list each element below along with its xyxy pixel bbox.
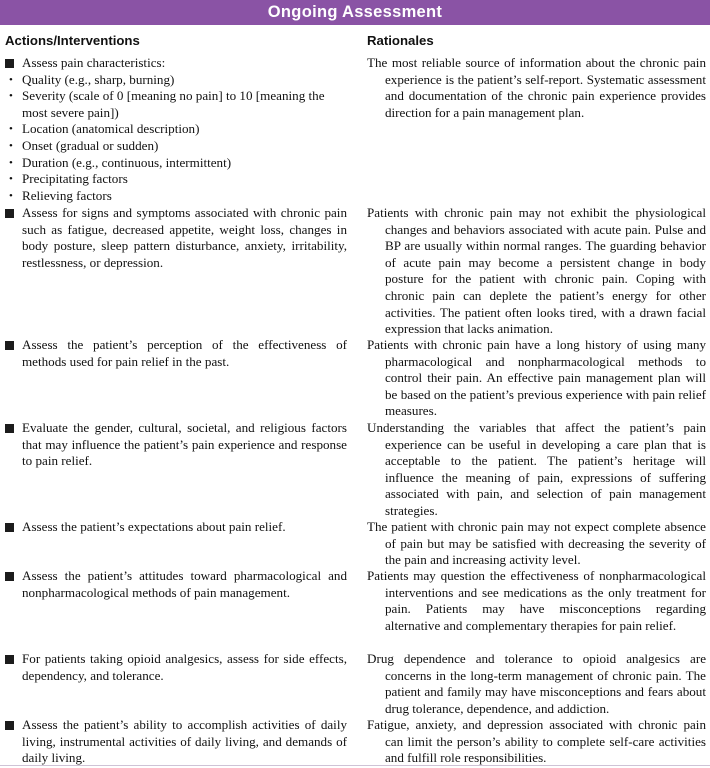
rationale-cell [367,651,706,717]
column-headers [0,33,710,51]
bullet-square-icon [5,523,14,532]
list-item: • Quality (e.g., sharp, burning) [9,71,175,87]
action-text: Assess the patient’s expectations about pain relief. [22,519,286,534]
list-item: • Location (anatomical description) [9,121,200,137]
action-text: Assess pain characteristics: [22,55,166,70]
title-bar [0,0,710,25]
action-text: Assess the patient’s attitudes toward pharmacological and nonpharmacological methods of pain management. [22,568,347,600]
action-cell [5,420,347,470]
bottom-divider [0,765,710,766]
rationale-text: The most reliable source of information about the chronic pain experience is the patient’s self-report. Systematic assessment and documentation of the chronic pain experience provides direction for a pain management plan. [367,55,706,120]
bullet-square-icon [5,424,14,433]
bullet-square-icon [5,721,14,730]
rationale-cell [367,337,706,420]
list-item: • Precipitating factors [9,171,128,187]
bullet-dot-icon: • [9,123,13,136]
rationale-text: Fatigue, anxiety, and depression associated with chronic pain can limit the person’s ability to complete self-care activities and fulfill role responsibilities. [367,717,706,766]
action-cell [5,717,347,767]
rationale-text: Patients with chronic pain may not exhibit the physiological changes and behaviors associated with acute pain. Pulse and BP are usually within normal ranges. The guarding behavior of acute pain may become a persistent change in body posture for the patient with chronic pain. Coping with chronic pain can deplete the patient’s energy for other activities. The patient often looks tired, with a drawn facial expression that lacks animation. [367,205,706,337]
rationale-text: The patient with chronic pain may not expect complete absence of pain but may be satisfied with decreasing the severity of the pain and increasing activity level. [367,519,706,568]
bullet-dot-icon: • [9,139,13,152]
page-title: Ongoing Assessment [267,3,443,21]
action-text: Assess the patient’s perception of the effectiveness of methods used for pain relief in the past. [22,337,347,369]
rationale-cell [367,205,706,338]
rationale-text: Understanding the variables that affect the patient’s pain experience can be useful in developing a care plan that is acceptable to the patient. The patient’s heritage will influence the meaning of pain, expressions of suffering associated with pain, and selection of pain management strategies. [367,420,706,518]
rationale-text: Patients may question the effectiveness of nonpharmacological interventions and see medications as the only treatment for pain. Patients may have misconceptions regarding alternative and complementary therapies for pain relief. [367,568,706,633]
list-item: • Relieving factors [9,187,112,203]
bullet-dot-icon: • [9,73,13,86]
list-item: • Severity (scale of 0 [meaning no pain] to 10 [meaning the most severe pain]) [9,88,325,120]
rationale-text: Patients with chronic pain have a long history of using many pharmacological and nonpharmacological methods to control their pain. An effective pain management plan will be based on the patient’s previous experience with pain relief measures. [367,337,706,419]
action-cell [5,337,347,370]
header-rationales: Rationales [367,33,434,48]
rationale-cell [367,420,706,520]
sub-list [5,72,347,205]
header-actions: Actions/Interventions [5,33,140,48]
list-item: • Duration (e.g., continuous, intermittent) [9,154,232,170]
action-text: Evaluate the gender, cultural, societal, and religious factors that may influence the patient’s pain experience and response to pain relief. [22,420,347,469]
rationale-cell [367,568,706,634]
rationale-text: Drug dependence and tolerance to opioid analgesics are concerns in the long-term management of chronic pain. The patient and family may have misconceptions and fears about drug tolerance, dependence, and addiction. [367,651,706,716]
list-item: • Onset (gradual or sudden) [9,137,159,153]
bullet-dot-icon: • [9,90,13,103]
bullet-dot-icon: • [9,156,13,169]
rationale-cell [367,55,706,121]
action-cell [5,568,347,601]
bullet-dot-icon: • [9,189,13,202]
bullet-square-icon [5,209,14,218]
bullet-square-icon [5,59,14,68]
bullet-square-icon [5,572,14,581]
action-cell [5,519,347,536]
bullet-square-icon [5,655,14,664]
rationale-cell [367,519,706,569]
action-cell [5,205,347,271]
bullet-square-icon [5,341,14,350]
rationale-cell [367,717,706,767]
action-text: For patients taking opioid analgesics, assess for side effects, dependency, and tolerance. [22,651,347,683]
action-cell [5,651,347,684]
action-text: Assess for signs and symptoms associated with chronic pain such as fatigue, decreased appetite, weight loss, changes in body posture, sleep pattern disturbance, anxiety, irritability, restlessness, or depression. [22,205,347,270]
bullet-dot-icon: • [9,173,13,186]
action-cell [5,55,347,204]
action-text: Assess the patient’s ability to accomplish activities of daily living, instrumental activities of daily living, and demands of daily living. [22,717,347,766]
